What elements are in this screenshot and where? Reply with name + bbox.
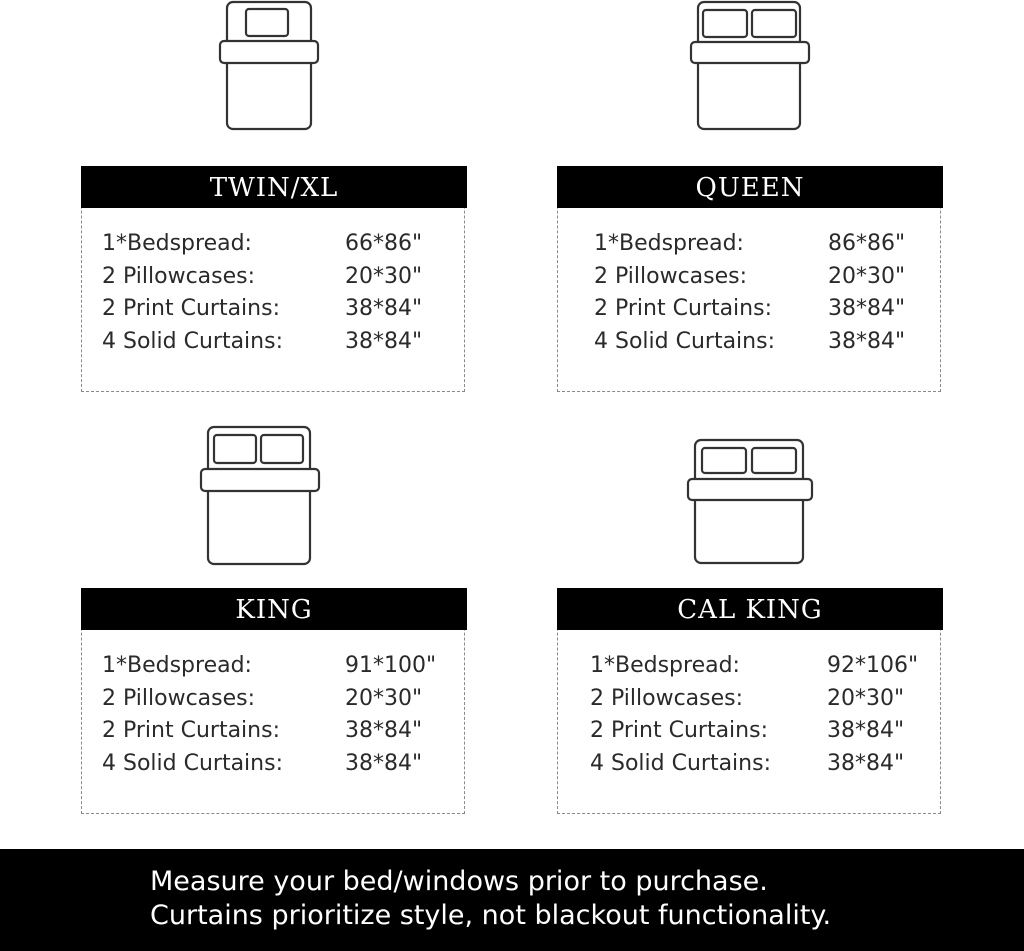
item-value: 38*84" <box>345 718 423 743</box>
size-card-queen <box>557 166 941 392</box>
item-row <box>594 329 920 362</box>
item-value: 20*30" <box>345 263 423 289</box>
item-value: 91*100" <box>345 653 437 678</box>
item-value: 20*30" <box>828 263 906 289</box>
notice-banner <box>0 849 1024 951</box>
item-row <box>594 231 920 264</box>
size-heading: QUEEN <box>557 166 943 208</box>
item-row <box>102 686 444 719</box>
item-value: 20*30" <box>345 685 423 711</box>
size-card-king <box>81 588 465 814</box>
notice-line-1: Measure your bed/windows prior to purchase. <box>150 866 768 897</box>
item-label: 2 Print Curtains: <box>102 718 280 743</box>
item-label: 2 Pillowcases: <box>594 263 748 289</box>
item-value: 38*84" <box>828 296 906 321</box>
item-row <box>590 686 920 719</box>
item-row <box>102 329 444 362</box>
item-row <box>590 718 920 751</box>
size-card-cal-king <box>557 588 941 814</box>
item-row <box>102 751 444 784</box>
item-label: 4 Solid Curtains: <box>102 328 283 354</box>
double-bed-icon <box>199 425 321 567</box>
notice-line-2: Curtains prioritize style, not blackout functionality. <box>150 900 832 931</box>
item-label: 2 Print Curtains: <box>102 296 280 321</box>
item-row <box>594 296 920 329</box>
size-card-twin-xl <box>81 166 465 392</box>
item-label: 2 Pillowcases: <box>102 685 256 711</box>
item-label: 4 Solid Curtains: <box>102 750 283 776</box>
double-bed-icon <box>689 0 811 132</box>
item-value: 66*86" <box>345 231 423 256</box>
item-row <box>102 264 444 297</box>
item-row <box>102 296 444 329</box>
double-bed-icon <box>686 438 814 566</box>
item-value: 86*86" <box>828 231 906 256</box>
item-row <box>102 653 444 686</box>
size-heading: KING <box>81 588 467 630</box>
item-label: 1*Bedspread: <box>102 231 252 256</box>
item-label: 4 Solid Curtains: <box>594 328 775 354</box>
item-label: 1*Bedspread: <box>590 653 740 678</box>
item-value: 92*106" <box>827 653 919 678</box>
size-heading: TWIN/XL <box>81 166 467 208</box>
item-value: 38*84" <box>827 718 905 743</box>
size-heading: CAL KING <box>557 588 943 630</box>
item-row <box>590 653 920 686</box>
item-row <box>590 751 920 784</box>
item-value: 38*84" <box>345 328 423 354</box>
item-label: 4 Solid Curtains: <box>590 750 771 776</box>
single-bed-icon <box>218 0 320 132</box>
item-row <box>594 264 920 297</box>
item-label: 2 Pillowcases: <box>590 685 744 711</box>
item-value: 38*84" <box>345 750 423 776</box>
item-label: 1*Bedspread: <box>102 653 252 678</box>
item-label: 1*Bedspread: <box>594 231 744 256</box>
item-row <box>102 231 444 264</box>
item-row <box>102 718 444 751</box>
item-label: 2 Print Curtains: <box>594 296 772 321</box>
item-value: 38*84" <box>827 750 905 776</box>
item-label: 2 Pillowcases: <box>102 263 256 289</box>
item-value: 38*84" <box>345 296 423 321</box>
item-value: 38*84" <box>828 328 906 354</box>
item-value: 20*30" <box>827 685 905 711</box>
item-label: 2 Print Curtains: <box>590 718 768 743</box>
